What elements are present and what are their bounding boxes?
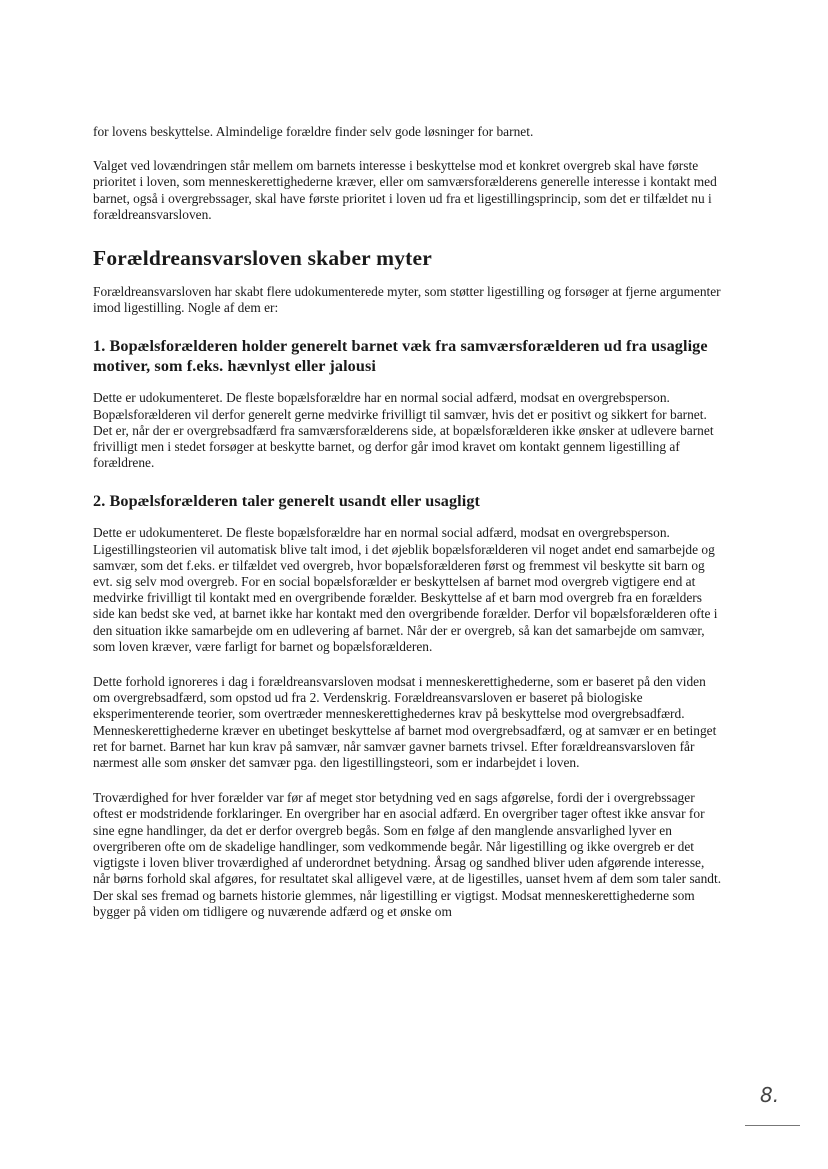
- page-number: 8.: [760, 1083, 780, 1107]
- section-intro: Forældreansvarsloven har skabt flere udokumenterede myter, som støtter ligestilling og forsøger at fjerne argumenter imod ligestilling. Nogle af dem er:: [93, 284, 721, 316]
- myth2-text-2: Dette forhold ignoreres i dag i forældreansvarsloven modsat i menneskerettighederne, som er baseret på den viden om overgrebsadfærd, som opstod ud fra 2. Verdenskrig. Forældreansvarsloven er baseret på biologiske eksperimenterende teorier, som overtræder menneskerettighedernes krav på beskyttelse mod overgrebsadfærd. Menneskerettighederne kræver en ubetinget beskyttelse af barnet mod overgrebsadfærd, og at samvær er en betinget ret for barnet. Barnet har kun krav på samvær, når samvær gavner barnets trivsel. Efter forældreansvarsloven får nærmest alle som ønsker det samvær pga. den ligestillingsteori, som er indarbejdet i loven.: [93, 674, 717, 771]
- footer-rule: [745, 1125, 800, 1126]
- document-body: [93, 124, 723, 920]
- myth2-text-3: Troværdighed for hver forælder var før af meget stor betydning ved en sags afgørelse, fordi der i overgrebssager oftest er modstridende forklaringer. En overgriber har en asocial adfærd. En overgriber tager oftest ikke ansvar for sine egne handlinger, da det er derfor overgreb begås. Som en følge af den manglende ansvarlighed lyver en overgriberen ofte om de skadelige handlinger, som vedkommende begår. Når ligestilling og ikke overgreb er det vigtigste i loven bliver troværdighed af underordnet betydning. Årsag og sandhed bliver uden afgørende interesse, når børns forhold skal afgøres, for resultatet skal alligevel være, at de ligestilles, uanset hvem af dem som taler sandt. Der skal ses fremad og barnets historie glemmes, når ligestilling er vigtigst. Modsat menneskerettighederne som bygger på viden om tidligere og nuværende adfærd og et ønske om: [93, 790, 722, 919]
- myth1-text: Dette er udokumenteret. De fleste bopælsforældre har en normal social adfærd, modsat en overgrebsperson. Bopælsforælderen vil derfor generelt gerne medvirke frivilligt til samvær, hvis det er positivt og sikkert for barnet. Det er, når der er overgrebsadfærd fra samværsforælderens side, at bopælsforælderen ikke ønsker at udlevere barnet frivilligt men i stedet forsøger at beskytte barnet, og derfor går imod kravet om kontakt gennem ligestilling af forældrene.: [93, 390, 714, 471]
- section-heading: Forældreansvarsloven skaber myter: [93, 246, 433, 271]
- myth2-text-1: Dette er udokumenteret. De fleste bopælsforældre har en normal social adfærd, modsat en overgrebsperson. Ligestillingsteorien vil automatisk blive talt imod, i det øjeblik bopælsforælderen vil noget andet end samarbejde og samvær, som det f.eks. er tilfældet ved overgreb, hvor bopælsforælderen først og fremmest vil beskytte sit barn og evt. sig selv mod overgreb. For en social bopælsforælder er beskyttelsen af barnet mod overgreb vigtigere end at medvirke frivilligt til kontakt med en overgribende forælder. Beskyttelse af et barn mod overgreb fra en forælders side kan bedst ske ved, at barnet ikke har kontakt med den overgribende forælder. Derfor vil bopælsforælderen ofte i den situation ikke samarbejde om en udlevering af barnet. Når der er overgreb, så kan det samarbejde om samvær, som loven kræver, være farligt for barnet og bopælsforælderen.: [93, 525, 718, 654]
- paragraph-intro-2: Valget ved lovændringen står mellem om barnets interesse i beskyttelse mod et konkret overgreb skal have første prioritet i loven, som menneskerettighederne kræver, eller om samværsforælderens generelle interesse i kontakt med barnet, også i overgrebssager, skal have første prioritet i loven ud fra et ligestillingsprincip, som det er tilfældet nu i forældreansvarsloven.: [93, 158, 717, 222]
- myth2-heading: 2. Bopælsforælderen taler generelt usandt eller usagligt: [93, 492, 481, 511]
- myth1-heading: 1. Bopælsforælderen holder generelt barnet væk fra samværsforælderen ud fra usaglige motiver, som f.eks. hævnlyst eller jalousi: [93, 337, 708, 376]
- paragraph-intro-1: for lovens beskyttelse. Almindelige forældre finder selv gode løsninger for barnet.: [93, 124, 534, 139]
